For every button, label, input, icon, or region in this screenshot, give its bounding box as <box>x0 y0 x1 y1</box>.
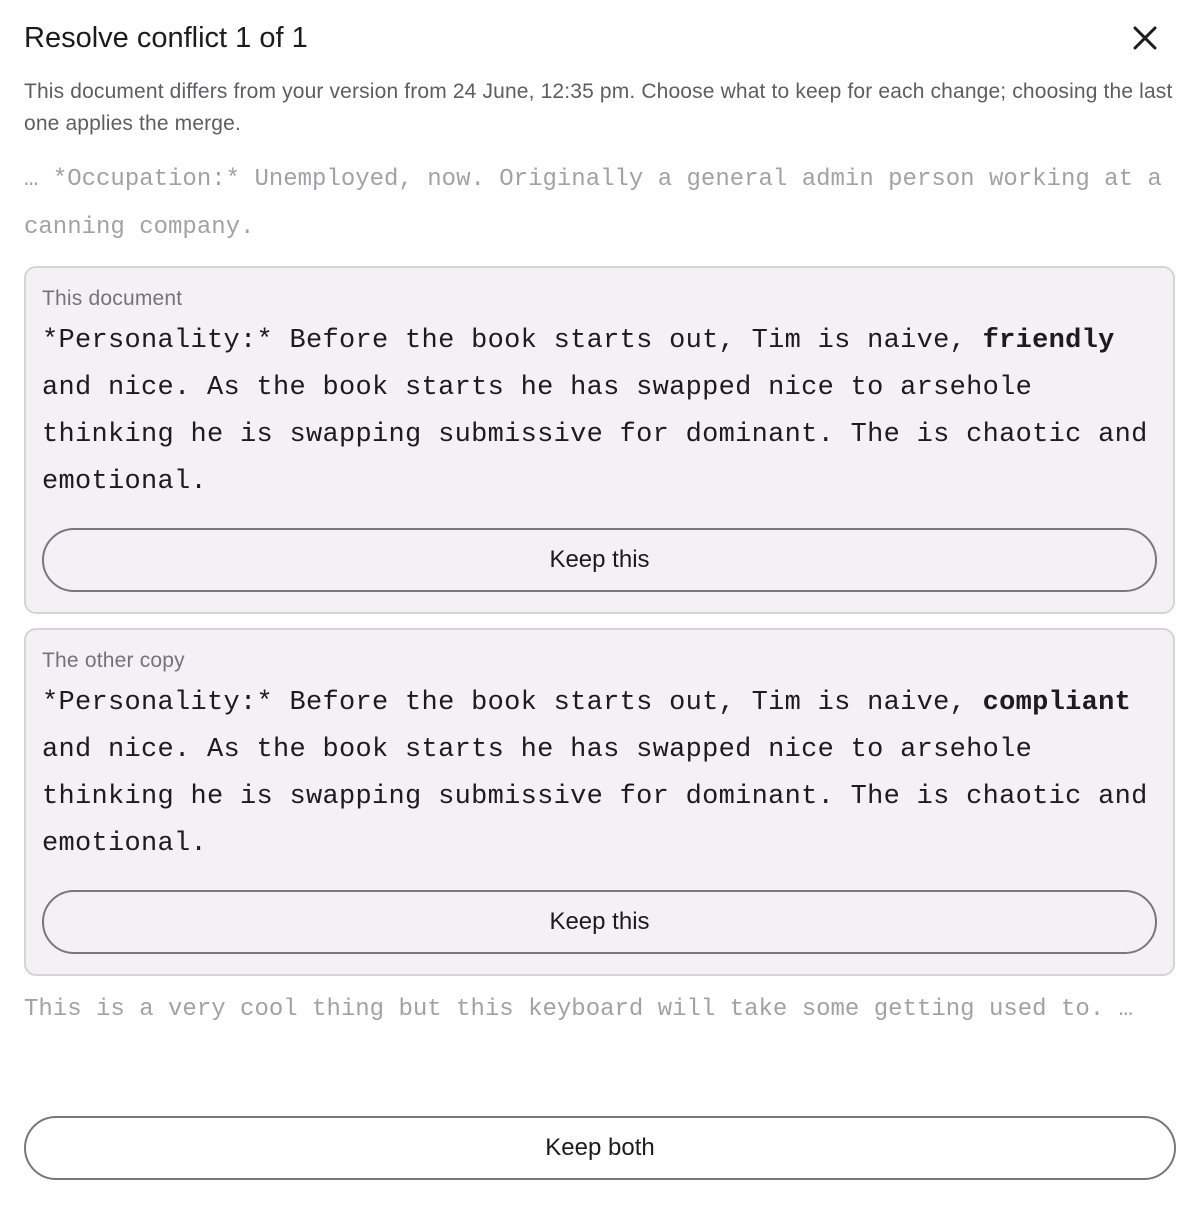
option-text-after: and nice. As the book starts he has swapped nice to arsehole thinking he is swapping submissive for dominant. The is chaotic and emotional. <box>42 735 1148 859</box>
option-text-before: *Personality:* Before the book starts out, Tim is naive, <box>42 688 983 718</box>
close-icon <box>1127 20 1163 56</box>
option-label: This document <box>42 287 183 310</box>
option-label: The other copy <box>42 649 185 672</box>
keep-other-copy-button[interactable]: Keep this <box>42 890 1157 954</box>
keep-this-document-button[interactable]: Keep this <box>42 528 1157 592</box>
option-text-changed: friendly <box>982 326 1115 356</box>
option-card-this-document <box>24 266 1175 614</box>
option-text-after: and nice. As the book starts he has swapped nice to arsehole thinking he is swapping submissive for dominant. The is chaotic and emotional. <box>42 373 1148 497</box>
option-card-other-copy <box>24 628 1175 976</box>
dialog-subtitle: This document differs from your version from 24 June, 12:35 pm. Choose what to keep for each change; choosing the last one applies the merge. <box>24 80 1173 135</box>
close-button[interactable] <box>1127 20 1163 56</box>
option-text <box>42 318 1157 506</box>
option-text-before: *Personality:* Before the book starts out, Tim is naive, <box>42 326 983 356</box>
option-text-changed: compliant <box>982 688 1132 718</box>
keep-both-button[interactable]: Keep both <box>24 1116 1176 1180</box>
dialog-title: Resolve conflict 1 of 1 <box>24 22 308 54</box>
context-after: This is a very cool thing but this keyboard will take some getting used to. … <box>24 996 1133 1023</box>
context-before: … *Occupation:* Unemployed, now. Originally a general admin person working at a canning company. <box>24 166 1162 241</box>
dialog-header <box>24 0 1175 76</box>
option-text <box>42 680 1157 868</box>
